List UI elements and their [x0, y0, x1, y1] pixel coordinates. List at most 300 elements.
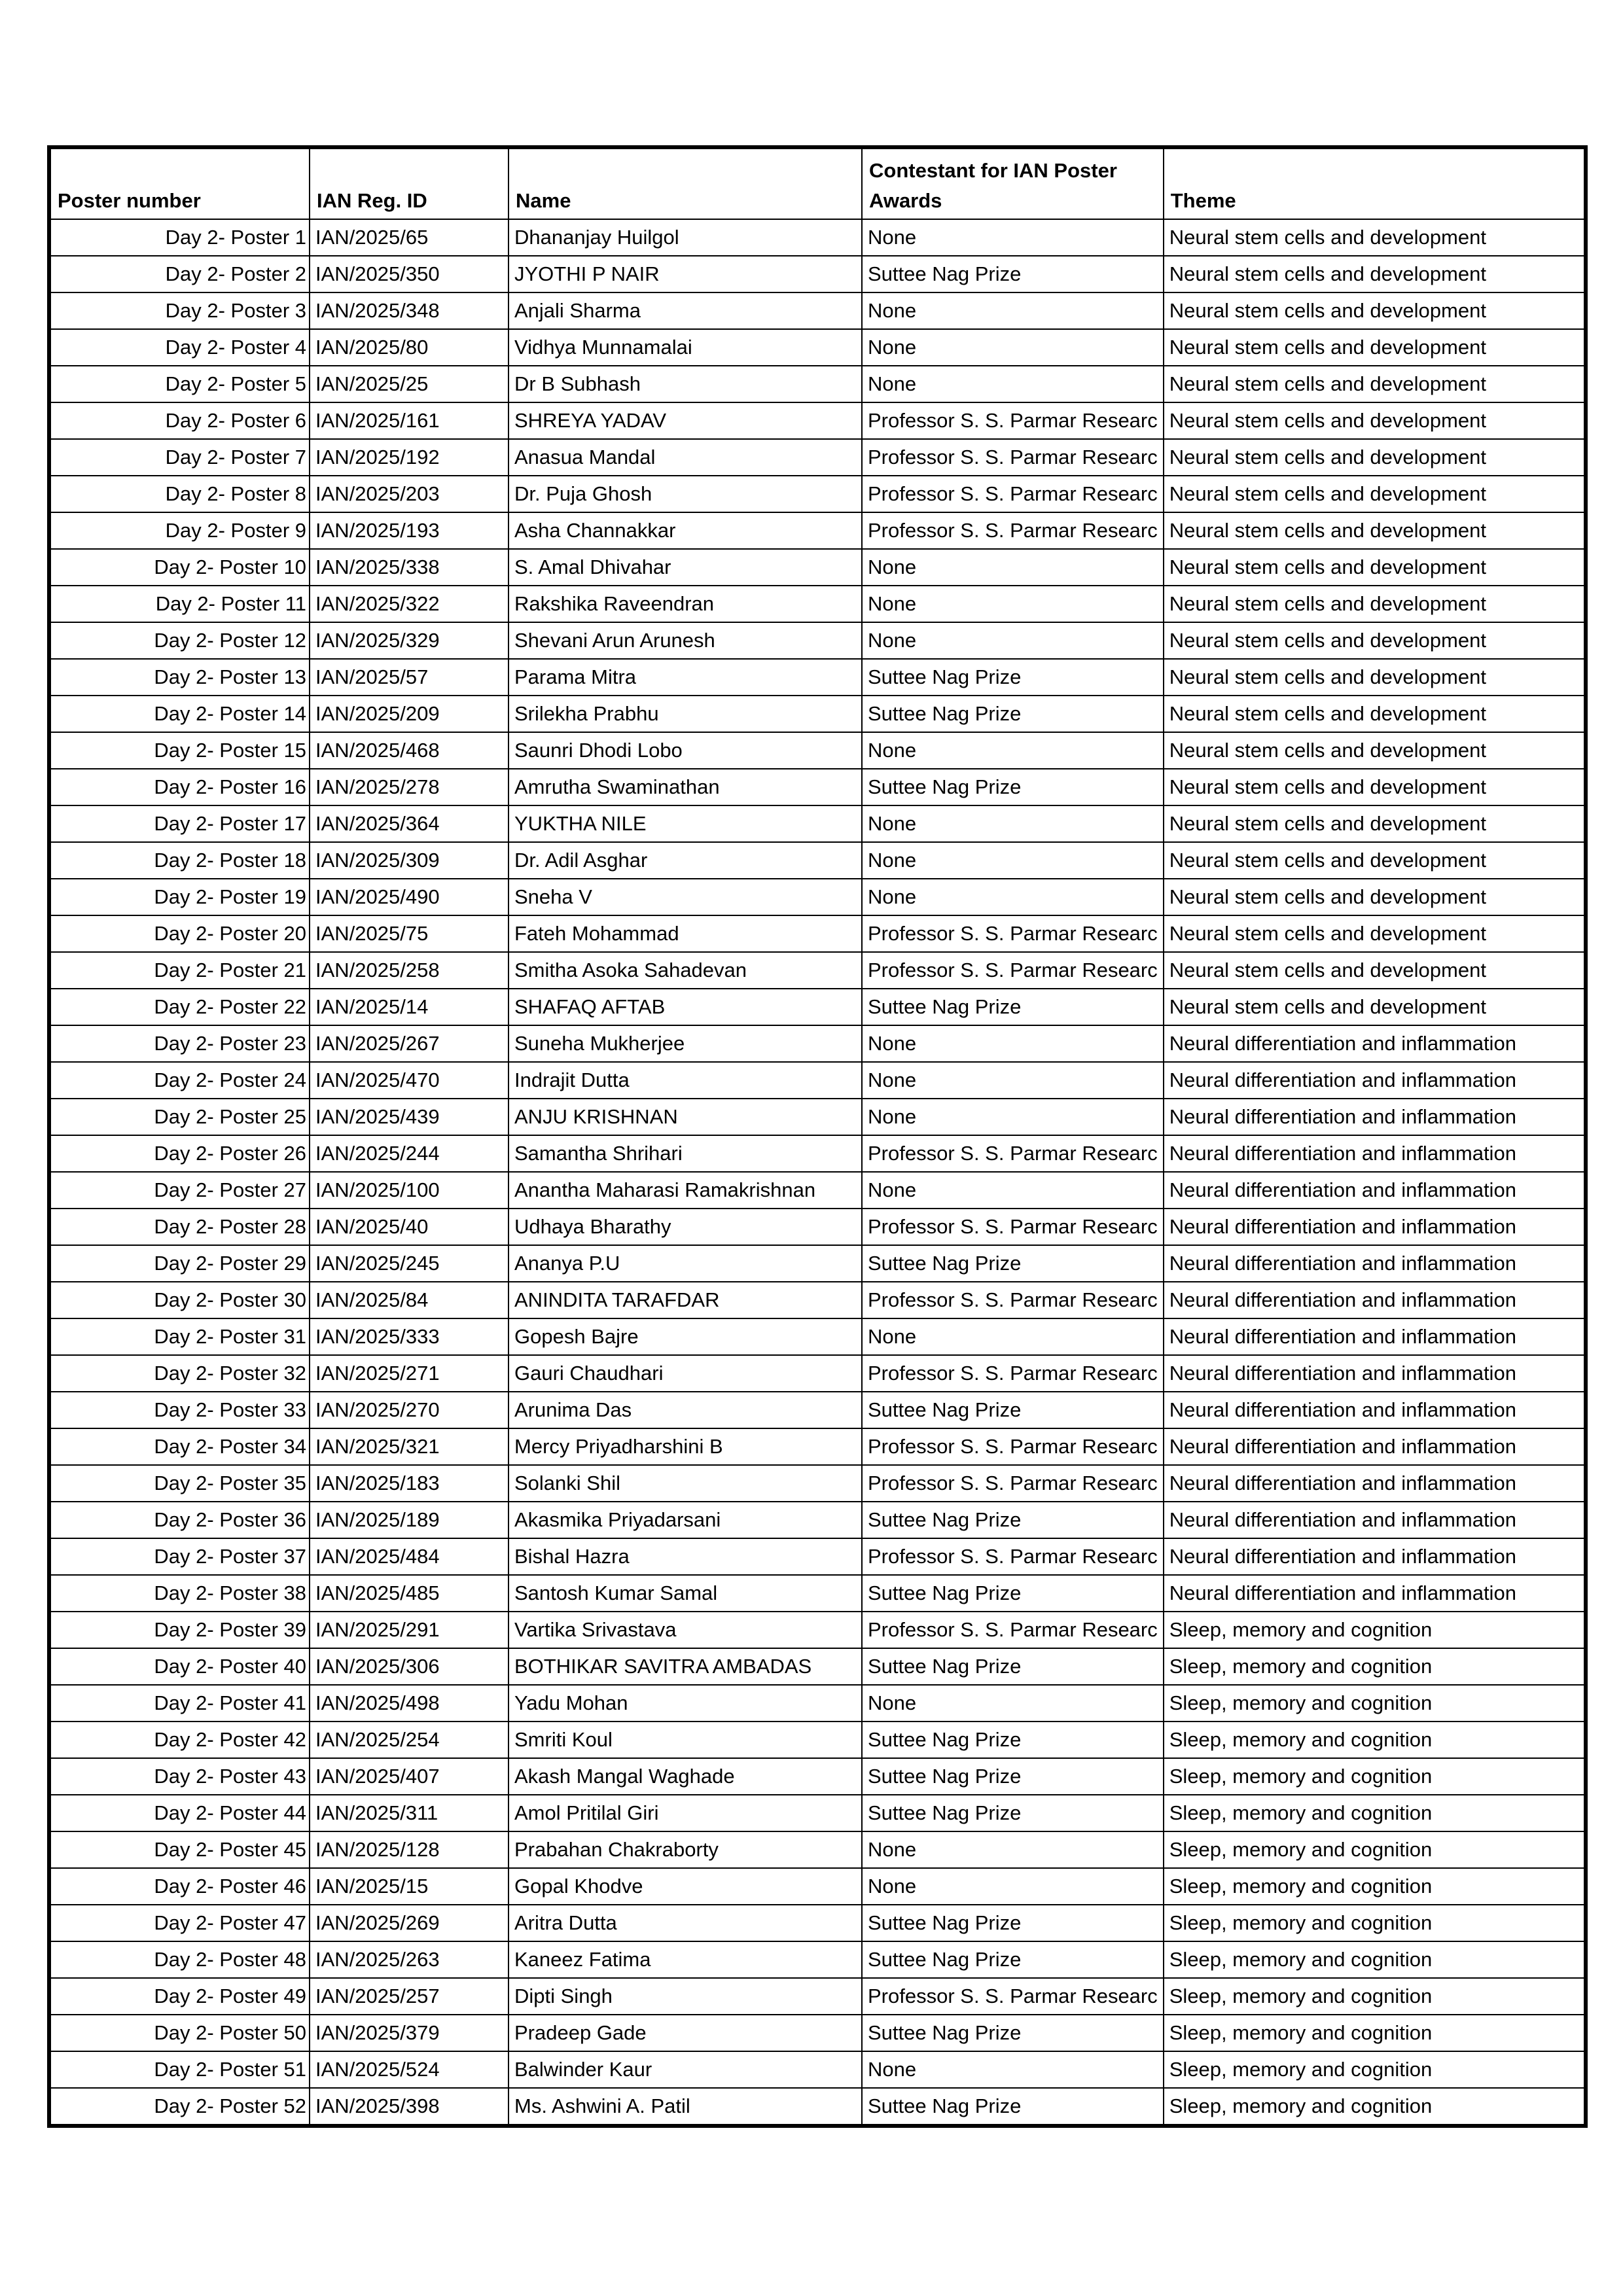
cell-theme: Neural differentiation and inflammation [1164, 1099, 1586, 1135]
cell-contestant: None [862, 1172, 1164, 1209]
cell-poster-number: Day 2- Poster 2 [49, 256, 310, 292]
cell-reg-id: IAN/2025/161 [310, 402, 508, 439]
cell-name: Fateh Mohammad [508, 915, 862, 952]
cell-reg-id: IAN/2025/80 [310, 329, 508, 366]
cell-contestant: None [862, 1868, 1164, 1905]
cell-name: Anantha Maharasi Ramakrishnan [508, 1172, 862, 1209]
table-row [49, 1941, 1586, 1978]
cell-reg-id: IAN/2025/398 [310, 2088, 508, 2126]
cell-poster-number: Day 2- Poster 24 [49, 1062, 310, 1099]
cell-reg-id: IAN/2025/14 [310, 989, 508, 1025]
cell-poster-number: Day 2- Poster 39 [49, 1612, 310, 1648]
cell-name: ANINDITA TARAFDAR [508, 1282, 862, 1318]
cell-reg-id: IAN/2025/311 [310, 1795, 508, 1831]
cell-name: S. Amal Dhivahar [508, 549, 862, 586]
cell-reg-id: IAN/2025/257 [310, 1978, 508, 2015]
table-row [49, 1502, 1586, 1538]
cell-theme: Neural stem cells and development [1164, 292, 1586, 329]
cell-contestant: None [862, 1685, 1164, 1722]
cell-contestant: Suttee Nag Prize [862, 989, 1164, 1025]
cell-contestant: Suttee Nag Prize [862, 256, 1164, 292]
header-theme: Theme [1164, 147, 1586, 219]
cell-name: Vartika Srivastava [508, 1612, 862, 1648]
cell-poster-number: Day 2- Poster 28 [49, 1209, 310, 1245]
cell-theme: Neural differentiation and inflammation [1164, 1428, 1586, 1465]
cell-theme: Neural stem cells and development [1164, 989, 1586, 1025]
cell-contestant: Professor S. S. Parmar Researc [862, 1355, 1164, 1392]
cell-contestant: Suttee Nag Prize [862, 769, 1164, 805]
cell-theme: Neural stem cells and development [1164, 879, 1586, 915]
table-row [49, 2015, 1586, 2051]
table-row [49, 256, 1586, 292]
cell-reg-id: IAN/2025/269 [310, 1905, 508, 1941]
table-row [49, 439, 1586, 476]
cell-contestant: Professor S. S. Parmar Researc [862, 1209, 1164, 1245]
cell-theme: Sleep, memory and cognition [1164, 2051, 1586, 2088]
cell-name: Ms. Ashwini A. Patil [508, 2088, 862, 2126]
cell-reg-id: IAN/2025/209 [310, 696, 508, 732]
cell-contestant: Suttee Nag Prize [862, 1502, 1164, 1538]
cell-name: Dr. Puja Ghosh [508, 476, 862, 512]
table-row [49, 1245, 1586, 1282]
cell-theme: Neural stem cells and development [1164, 915, 1586, 952]
cell-poster-number: Day 2- Poster 47 [49, 1905, 310, 1941]
cell-poster-number: Day 2- Poster 6 [49, 402, 310, 439]
cell-contestant: None [862, 2051, 1164, 2088]
cell-name: Ananya P.U [508, 1245, 862, 1282]
cell-reg-id: IAN/2025/263 [310, 1941, 508, 1978]
cell-theme: Neural stem cells and development [1164, 586, 1586, 622]
cell-poster-number: Day 2- Poster 34 [49, 1428, 310, 1465]
cell-theme: Neural differentiation and inflammation [1164, 1135, 1586, 1172]
cell-name: Anasua Mandal [508, 439, 862, 476]
cell-name: Dhananjay Huilgol [508, 219, 862, 256]
cell-theme: Sleep, memory and cognition [1164, 1685, 1586, 1722]
cell-name: Smitha Asoka Sahadevan [508, 952, 862, 989]
cell-poster-number: Day 2- Poster 38 [49, 1575, 310, 1612]
cell-contestant: Professor S. S. Parmar Researc [862, 1428, 1164, 1465]
table-row [49, 1392, 1586, 1428]
cell-poster-number: Day 2- Poster 32 [49, 1355, 310, 1392]
cell-poster-number: Day 2- Poster 31 [49, 1318, 310, 1355]
cell-contestant: Suttee Nag Prize [862, 696, 1164, 732]
cell-contestant: Suttee Nag Prize [862, 1905, 1164, 1941]
table-row [49, 402, 1586, 439]
cell-theme: Neural differentiation and inflammation [1164, 1209, 1586, 1245]
cell-reg-id: IAN/2025/338 [310, 549, 508, 586]
table-row [49, 512, 1586, 549]
cell-reg-id: IAN/2025/84 [310, 1282, 508, 1318]
cell-theme: Neural stem cells and development [1164, 329, 1586, 366]
cell-poster-number: Day 2- Poster 10 [49, 549, 310, 586]
cell-theme: Sleep, memory and cognition [1164, 1648, 1586, 1685]
cell-poster-number: Day 2- Poster 26 [49, 1135, 310, 1172]
cell-theme: Neural stem cells and development [1164, 769, 1586, 805]
cell-poster-number: Day 2- Poster 4 [49, 329, 310, 366]
cell-reg-id: IAN/2025/291 [310, 1612, 508, 1648]
table-row [49, 366, 1586, 402]
cell-poster-number: Day 2- Poster 21 [49, 952, 310, 989]
cell-poster-number: Day 2- Poster 18 [49, 842, 310, 879]
cell-name: Shevani Arun Arunesh [508, 622, 862, 659]
cell-name: Srilekha Prabhu [508, 696, 862, 732]
cell-contestant: None [862, 366, 1164, 402]
cell-theme: Neural differentiation and inflammation [1164, 1245, 1586, 1282]
cell-poster-number: Day 2- Poster 23 [49, 1025, 310, 1062]
table-row [49, 586, 1586, 622]
cell-theme: Neural differentiation and inflammation [1164, 1502, 1586, 1538]
table-row [49, 769, 1586, 805]
cell-poster-number: Day 2- Poster 8 [49, 476, 310, 512]
table-row [49, 1575, 1586, 1612]
cell-contestant: None [862, 1099, 1164, 1135]
table-row [49, 1612, 1586, 1648]
cell-name: ANJU KRISHNAN [508, 1099, 862, 1135]
cell-name: JYOTHI P NAIR [508, 256, 862, 292]
cell-reg-id: IAN/2025/407 [310, 1758, 508, 1795]
table-row [49, 1978, 1586, 2015]
cell-contestant: None [862, 805, 1164, 842]
cell-contestant: Professor S. S. Parmar Researc [862, 1612, 1164, 1648]
cell-reg-id: IAN/2025/254 [310, 1722, 508, 1758]
cell-name: Solanki Shil [508, 1465, 862, 1502]
cell-theme: Sleep, memory and cognition [1164, 1978, 1586, 2015]
cell-name: SHREYA YADAV [508, 402, 862, 439]
cell-reg-id: IAN/2025/524 [310, 2051, 508, 2088]
cell-poster-number: Day 2- Poster 20 [49, 915, 310, 952]
table-row [49, 1318, 1586, 1355]
cell-name: Kaneez Fatima [508, 1941, 862, 1978]
table-row [49, 1099, 1586, 1135]
cell-reg-id: IAN/2025/484 [310, 1538, 508, 1575]
table-row [49, 1648, 1586, 1685]
cell-poster-number: Day 2- Poster 9 [49, 512, 310, 549]
cell-contestant: None [862, 329, 1164, 366]
cell-theme: Neural stem cells and development [1164, 402, 1586, 439]
cell-name: Dr B Subhash [508, 366, 862, 402]
cell-reg-id: IAN/2025/25 [310, 366, 508, 402]
table-row [49, 1428, 1586, 1465]
cell-contestant: None [862, 879, 1164, 915]
cell-reg-id: IAN/2025/270 [310, 1392, 508, 1428]
cell-name: Gopesh Bajre [508, 1318, 862, 1355]
cell-name: Gauri Chaudhari [508, 1355, 862, 1392]
cell-contestant: None [862, 1062, 1164, 1099]
cell-name: Mercy Priyadharshini B [508, 1428, 862, 1465]
cell-poster-number: Day 2- Poster 40 [49, 1648, 310, 1685]
table-row [49, 1135, 1586, 1172]
header-poster-number: Poster number [49, 147, 310, 219]
cell-reg-id: IAN/2025/189 [310, 1502, 508, 1538]
cell-name: Amrutha Swaminathan [508, 769, 862, 805]
cell-poster-number: Day 2- Poster 43 [49, 1758, 310, 1795]
cell-contestant: Professor S. S. Parmar Researc [862, 439, 1164, 476]
cell-reg-id: IAN/2025/267 [310, 1025, 508, 1062]
header-reg-id: IAN Reg. ID [310, 147, 508, 219]
cell-reg-id: IAN/2025/470 [310, 1062, 508, 1099]
cell-theme: Neural stem cells and development [1164, 659, 1586, 696]
cell-theme: Sleep, memory and cognition [1164, 1612, 1586, 1648]
cell-name: Yadu Mohan [508, 1685, 862, 1722]
cell-reg-id: IAN/2025/498 [310, 1685, 508, 1722]
cell-name: Asha Channakkar [508, 512, 862, 549]
cell-contestant: Professor S. S. Parmar Researc [862, 402, 1164, 439]
table-row [49, 1062, 1586, 1099]
table-row [49, 805, 1586, 842]
table-row [49, 1722, 1586, 1758]
cell-poster-number: Day 2- Poster 16 [49, 769, 310, 805]
cell-reg-id: IAN/2025/244 [310, 1135, 508, 1172]
cell-reg-id: IAN/2025/485 [310, 1575, 508, 1612]
cell-contestant: Suttee Nag Prize [862, 1722, 1164, 1758]
table-row [49, 989, 1586, 1025]
table-row [49, 1831, 1586, 1868]
cell-contestant: Professor S. S. Parmar Researc [862, 952, 1164, 989]
cell-poster-number: Day 2- Poster 3 [49, 292, 310, 329]
cell-reg-id: IAN/2025/128 [310, 1831, 508, 1868]
cell-poster-number: Day 2- Poster 37 [49, 1538, 310, 1575]
cell-name: Indrajit Dutta [508, 1062, 862, 1099]
cell-contestant: Suttee Nag Prize [862, 1392, 1164, 1428]
cell-poster-number: Day 2- Poster 7 [49, 439, 310, 476]
cell-reg-id: IAN/2025/203 [310, 476, 508, 512]
cell-contestant: None [862, 549, 1164, 586]
cell-name: Prabahan Chakraborty [508, 1831, 862, 1868]
table-row [49, 696, 1586, 732]
cell-name: Udhaya Bharathy [508, 1209, 862, 1245]
cell-contestant: Suttee Nag Prize [862, 1575, 1164, 1612]
cell-reg-id: IAN/2025/258 [310, 952, 508, 989]
cell-name: Gopal Khodve [508, 1868, 862, 1905]
table-row [49, 1905, 1586, 1941]
table-row [49, 1538, 1586, 1575]
table-row [49, 915, 1586, 952]
cell-name: Akash Mangal Waghade [508, 1758, 862, 1795]
cell-poster-number: Day 2- Poster 14 [49, 696, 310, 732]
cell-contestant: Professor S. S. Parmar Researc [862, 512, 1164, 549]
cell-theme: Neural stem cells and development [1164, 696, 1586, 732]
cell-poster-number: Day 2- Poster 11 [49, 586, 310, 622]
cell-poster-number: Day 2- Poster 5 [49, 366, 310, 402]
cell-contestant: None [862, 622, 1164, 659]
cell-poster-number: Day 2- Poster 36 [49, 1502, 310, 1538]
cell-contestant: Suttee Nag Prize [862, 1245, 1164, 1282]
cell-theme: Neural differentiation and inflammation [1164, 1062, 1586, 1099]
cell-name: Bishal Hazra [508, 1538, 862, 1575]
cell-contestant: None [862, 842, 1164, 879]
cell-name: SHAFAQ AFTAB [508, 989, 862, 1025]
cell-reg-id: IAN/2025/350 [310, 256, 508, 292]
table-row [49, 476, 1586, 512]
cell-reg-id: IAN/2025/100 [310, 1172, 508, 1209]
cell-reg-id: IAN/2025/309 [310, 842, 508, 879]
cell-theme: Neural differentiation and inflammation [1164, 1355, 1586, 1392]
cell-poster-number: Day 2- Poster 46 [49, 1868, 310, 1905]
header-row [49, 147, 1586, 219]
cell-poster-number: Day 2- Poster 15 [49, 732, 310, 769]
cell-name: Samantha Shrihari [508, 1135, 862, 1172]
cell-theme: Neural stem cells and development [1164, 219, 1586, 256]
cell-theme: Neural stem cells and development [1164, 476, 1586, 512]
cell-poster-number: Day 2- Poster 12 [49, 622, 310, 659]
cell-name: Santosh Kumar Samal [508, 1575, 862, 1612]
cell-contestant: None [862, 1831, 1164, 1868]
cell-reg-id: IAN/2025/57 [310, 659, 508, 696]
cell-theme: Sleep, memory and cognition [1164, 1831, 1586, 1868]
table-body [49, 219, 1586, 2126]
cell-poster-number: Day 2- Poster 44 [49, 1795, 310, 1831]
table-row [49, 2051, 1586, 2088]
cell-name: Vidhya Munnamalai [508, 329, 862, 366]
cell-poster-number: Day 2- Poster 22 [49, 989, 310, 1025]
table-row [49, 1282, 1586, 1318]
cell-name: Rakshika Raveendran [508, 586, 862, 622]
cell-name: Aritra Dutta [508, 1905, 862, 1941]
cell-reg-id: IAN/2025/468 [310, 732, 508, 769]
cell-poster-number: Day 2- Poster 17 [49, 805, 310, 842]
cell-theme: Neural stem cells and development [1164, 366, 1586, 402]
cell-theme: Sleep, memory and cognition [1164, 1795, 1586, 1831]
cell-theme: Sleep, memory and cognition [1164, 1722, 1586, 1758]
table-row [49, 2088, 1586, 2126]
cell-poster-number: Day 2- Poster 27 [49, 1172, 310, 1209]
cell-reg-id: IAN/2025/379 [310, 2015, 508, 2051]
table-row [49, 1209, 1586, 1245]
table-row [49, 732, 1586, 769]
cell-contestant: None [862, 1025, 1164, 1062]
cell-contestant: Professor S. S. Parmar Researc [862, 1538, 1164, 1575]
table-row [49, 1355, 1586, 1392]
cell-reg-id: IAN/2025/75 [310, 915, 508, 952]
cell-theme: Neural differentiation and inflammation [1164, 1172, 1586, 1209]
cell-theme: Neural stem cells and development [1164, 952, 1586, 989]
cell-contestant: None [862, 586, 1164, 622]
cell-name: Akasmika Priyadarsani [508, 1502, 862, 1538]
cell-theme: Neural stem cells and development [1164, 256, 1586, 292]
table-row [49, 292, 1586, 329]
cell-reg-id: IAN/2025/333 [310, 1318, 508, 1355]
table-row [49, 1025, 1586, 1062]
cell-theme: Neural differentiation and inflammation [1164, 1392, 1586, 1428]
cell-theme: Neural stem cells and development [1164, 512, 1586, 549]
cell-poster-number: Day 2- Poster 51 [49, 2051, 310, 2088]
cell-theme: Neural stem cells and development [1164, 439, 1586, 476]
cell-contestant: Suttee Nag Prize [862, 1941, 1164, 1978]
cell-poster-number: Day 2- Poster 42 [49, 1722, 310, 1758]
cell-contestant: Professor S. S. Parmar Researc [862, 1465, 1164, 1502]
table-row [49, 1795, 1586, 1831]
header-contestant: Contestant for IAN Poster Awards [862, 147, 1164, 219]
cell-theme: Neural stem cells and development [1164, 622, 1586, 659]
cell-contestant: None [862, 292, 1164, 329]
cell-theme: Neural differentiation and inflammation [1164, 1318, 1586, 1355]
cell-contestant: Professor S. S. Parmar Researc [862, 1282, 1164, 1318]
cell-theme: Sleep, memory and cognition [1164, 1905, 1586, 1941]
cell-reg-id: IAN/2025/15 [310, 1868, 508, 1905]
cell-reg-id: IAN/2025/348 [310, 292, 508, 329]
cell-reg-id: IAN/2025/245 [310, 1245, 508, 1282]
cell-theme: Sleep, memory and cognition [1164, 2015, 1586, 2051]
table-row [49, 219, 1586, 256]
cell-contestant: Suttee Nag Prize [862, 1648, 1164, 1685]
table-row [49, 1868, 1586, 1905]
cell-theme: Neural differentiation and inflammation [1164, 1465, 1586, 1502]
cell-reg-id: IAN/2025/271 [310, 1355, 508, 1392]
cell-poster-number: Day 2- Poster 30 [49, 1282, 310, 1318]
table-row [49, 622, 1586, 659]
cell-name: Anjali Sharma [508, 292, 862, 329]
cell-poster-number: Day 2- Poster 48 [49, 1941, 310, 1978]
cell-poster-number: Day 2- Poster 1 [49, 219, 310, 256]
cell-theme: Neural stem cells and development [1164, 842, 1586, 879]
cell-reg-id: IAN/2025/490 [310, 879, 508, 915]
cell-poster-number: Day 2- Poster 29 [49, 1245, 310, 1282]
table-row [49, 1465, 1586, 1502]
table-row [49, 842, 1586, 879]
table-row [49, 659, 1586, 696]
cell-poster-number: Day 2- Poster 19 [49, 879, 310, 915]
header-name: Name [508, 147, 862, 219]
cell-poster-number: Day 2- Poster 50 [49, 2015, 310, 2051]
cell-reg-id: IAN/2025/65 [310, 219, 508, 256]
cell-name: Sneha V [508, 879, 862, 915]
cell-reg-id: IAN/2025/364 [310, 805, 508, 842]
cell-theme: Neural differentiation and inflammation [1164, 1282, 1586, 1318]
cell-reg-id: IAN/2025/306 [310, 1648, 508, 1685]
cell-theme: Neural differentiation and inflammation [1164, 1575, 1586, 1612]
cell-poster-number: Day 2- Poster 25 [49, 1099, 310, 1135]
cell-reg-id: IAN/2025/439 [310, 1099, 508, 1135]
cell-name: Dr. Adil Asghar [508, 842, 862, 879]
cell-contestant: None [862, 219, 1164, 256]
cell-reg-id: IAN/2025/322 [310, 586, 508, 622]
cell-name: Amol Pritilal Giri [508, 1795, 862, 1831]
cell-poster-number: Day 2- Poster 45 [49, 1831, 310, 1868]
cell-poster-number: Day 2- Poster 49 [49, 1978, 310, 2015]
cell-name: Dipti Singh [508, 1978, 862, 2015]
cell-theme: Sleep, memory and cognition [1164, 2088, 1586, 2126]
cell-reg-id: IAN/2025/321 [310, 1428, 508, 1465]
cell-theme: Sleep, memory and cognition [1164, 1941, 1586, 1978]
cell-contestant: Professor S. S. Parmar Researc [862, 1978, 1164, 2015]
cell-contestant: Suttee Nag Prize [862, 659, 1164, 696]
cell-theme: Neural stem cells and development [1164, 805, 1586, 842]
cell-contestant: Suttee Nag Prize [862, 2088, 1164, 2126]
table-row [49, 1758, 1586, 1795]
cell-poster-number: Day 2- Poster 35 [49, 1465, 310, 1502]
cell-reg-id: IAN/2025/278 [310, 769, 508, 805]
table-row [49, 952, 1586, 989]
cell-theme: Neural differentiation and inflammation [1164, 1538, 1586, 1575]
cell-name: Suneha Mukherjee [508, 1025, 862, 1062]
cell-poster-number: Day 2- Poster 41 [49, 1685, 310, 1722]
table-row [49, 549, 1586, 586]
cell-name: Smriti Koul [508, 1722, 862, 1758]
table-row [49, 1172, 1586, 1209]
cell-theme: Sleep, memory and cognition [1164, 1758, 1586, 1795]
table-row [49, 329, 1586, 366]
cell-contestant: None [862, 732, 1164, 769]
cell-theme: Neural stem cells and development [1164, 732, 1586, 769]
cell-name: YUKTHA NILE [508, 805, 862, 842]
cell-name: Saunri Dhodi Lobo [508, 732, 862, 769]
cell-name: Pradeep Gade [508, 2015, 862, 2051]
cell-poster-number: Day 2- Poster 33 [49, 1392, 310, 1428]
cell-theme: Neural stem cells and development [1164, 549, 1586, 586]
cell-name: Balwinder Kaur [508, 2051, 862, 2088]
cell-name: Arunima Das [508, 1392, 862, 1428]
cell-contestant: Professor S. S. Parmar Researc [862, 476, 1164, 512]
